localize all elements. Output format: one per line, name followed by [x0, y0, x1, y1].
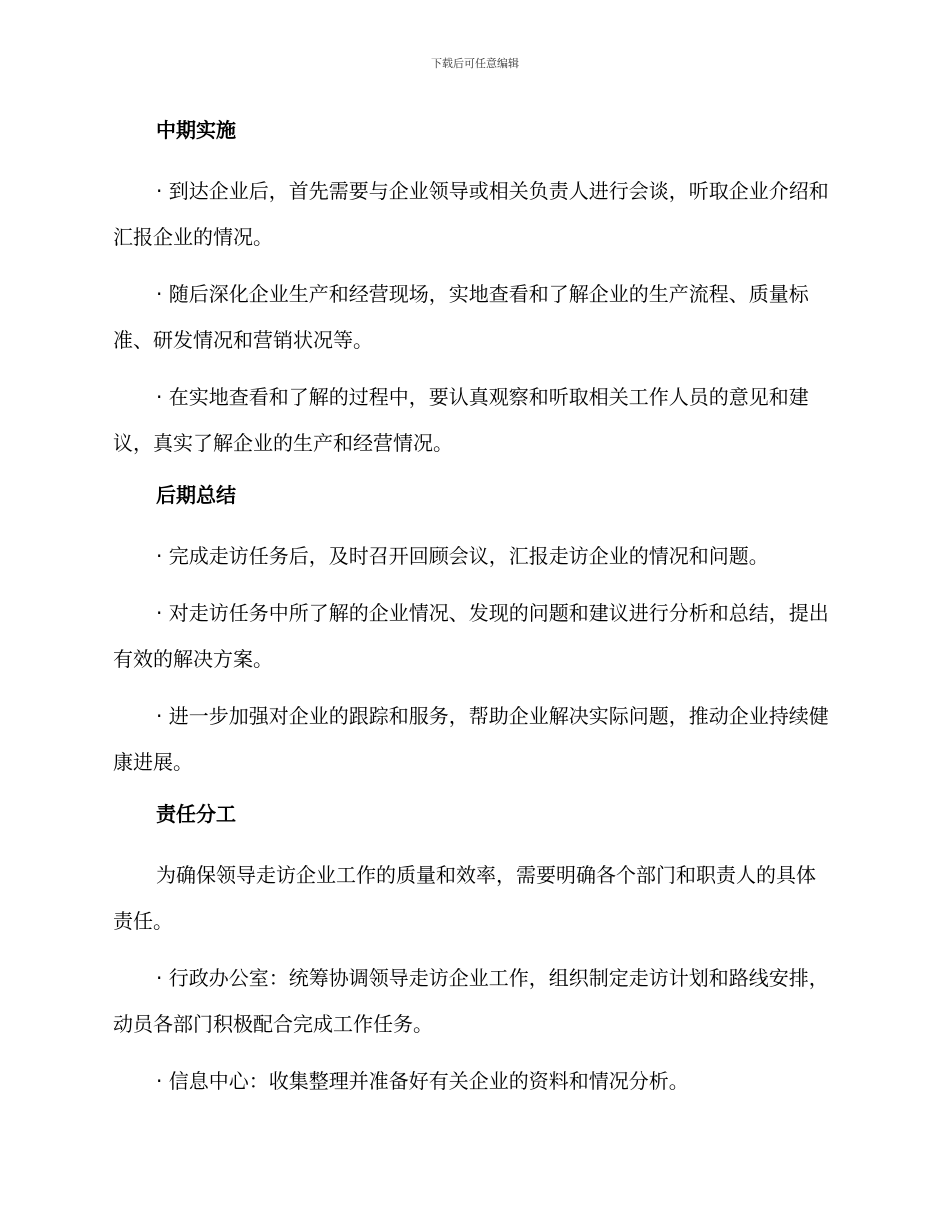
paragraph-intro: 为确保领导走访企业工作的质量和效率，需要明确各个部门和职责人的具体责任。: [113, 863, 816, 933]
paragraph: · 进一步加强对企业的跟踪和服务，帮助企业解决实际问题，推动企业持续健康进展。: [113, 704, 829, 774]
page-header: 下载后可任意编辑: [431, 57, 519, 70]
document-body: [113, 112, 833, 1104]
paragraph: · 行政办公室：统筹协调领导走访企业工作，组织制定走访计划和路线安排，动员各部门积极配合完成工作任务。: [113, 966, 829, 1036]
paragraph: · 到达企业后，首先需要与企业领导或相关负责人进行会谈，听取企业介绍和汇报企业的情况。: [113, 179, 829, 249]
section-heading-duty: 责任分工: [156, 802, 236, 826]
paragraph: · 完成走访任务后，及时召开回顾会议，汇报走访企业的情况和问题。: [156, 544, 769, 568]
paragraph: · 信息中心：收集整理并准备好有关企业的资料和情况分析。: [156, 1069, 689, 1093]
paragraph: · 对走访任务中所了解的企业情况、发现的问题和建议进行分析和总结，提出有效的解决方案。: [113, 601, 829, 671]
paragraph: · 在实地查看和了解的过程中，要认真观察和听取相关工作人员的意见和建议，真实了解企业的生产和经营情况。: [113, 385, 809, 455]
section-heading-late: 后期总结: [156, 483, 236, 507]
section-heading-mid: 中期实施: [156, 118, 236, 142]
paragraph: · 随后深化企业生产和经营现场，实地查看和了解企业的生产流程、质量标准、研发情况和营销状况等。: [113, 282, 809, 352]
